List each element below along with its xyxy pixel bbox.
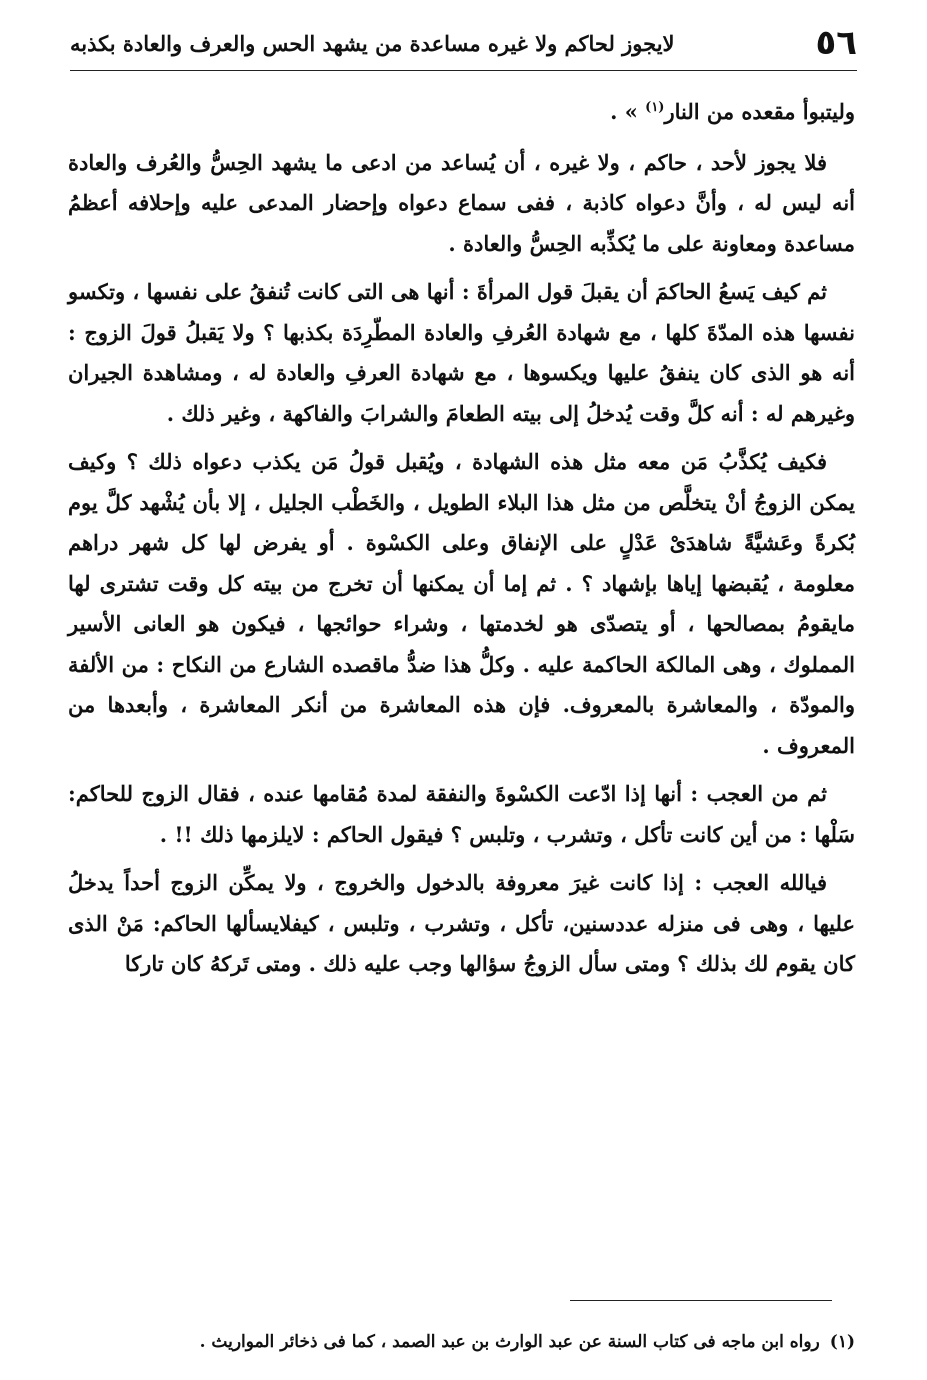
footnote-reference: (١) bbox=[645, 100, 665, 115]
main-text bbox=[68, 92, 855, 993]
paragraph-text: وليتبوأ مقعده من النار bbox=[664, 99, 855, 124]
footnote-divider bbox=[570, 1300, 832, 1301]
paragraph: فكيف يُكذَّبُ مَن معه مثل هذه الشهادة ، ويُقبل قولُ مَن يكذب دعواه ذلك ؟ وكيف يمكن الزوجُ أنْ يتخلَّص من مثل هذا البلاء الطويل ، والخَطْب الجليل ، إلا بأن يُشْهد كلَّ يوم بُكرةً وعَشيَّةً شاهدَىْ عَدْلٍ على الإنفاق وعلى الكسْوة . أو يفرض لها كل شهر دراهم معلومة ، يُقبضها إياها بإشهاد ؟ . ثم إما أن يمكنها أن تخرج من بيته كل وقت تشترى لها مايقومُ بمصالحها ، أو يتصدّى هو لخدمتها ، وشراء حوائجها ، فيكون هو العانى الأسير المملوك ، وهى المالكة الحاكمة عليه . وكلُّ هذا ضدُّ ماقصده الشارع من النكاح : من الألفة والمودّة ، والمعاشرة بالمعروف. فإن هذه المعاشرة من أنكر المعاشرة ، وأبعدها من المعروف . bbox=[68, 449, 855, 758]
paragraph bbox=[68, 92, 855, 133]
quote-close: » . bbox=[610, 99, 638, 124]
page-header bbox=[70, 20, 857, 66]
footnote-number: (١) bbox=[829, 1332, 855, 1352]
paragraph: ثم كيف يَسعُ الحاكمَ أن يقبلَ قول المرأةَ : أنها هى التى كانت تُنفقُ على نفسها ، وتكسو نفسها هذه المدّةَ كلها ، مع شهادة العُرفِ والعادة المطّرِدَة بكذبها ؟ ولا يَقبلُ قولَ الزوج : أنه هو الذى كان ينفقُ عليها ويكسوها ، مع شهادة العرفِ والعادة له ، ومشاهدة الجيران وغيرهم له : أنه كلَّ وقت يُدخلُ إلى بيته الطعامَ والشرابَ والفاكهة ، وغير ذلك . bbox=[68, 279, 855, 426]
page-number: ٥٦ bbox=[815, 23, 857, 63]
paragraph: فلا يجوز لأحد ، حاكم ، ولا غيره ، أن يُساعد من ادعى ما يشهد الحِسُّ والعُرف والعادة أنه ليس له ، وأنَّ دعواه كاذبة ، ففى سماع دعواه وإحضار المدعى عليه وإحلافه أعظمُ مساعدة ومعاونة على ما يُكذِّبه الحِسُّ والعادة . bbox=[68, 149, 855, 256]
running-title: لايجوز لحاكم ولا غيره مساعدة من يشهد الحس والعرف والعادة بكذبه bbox=[70, 30, 675, 56]
paragraph: ثم من العجب : أنها إذا ادّعت الكسْوةَ والنفقة لمدة مُقامها عنده ، فقال الزوج للحاكم: سَلْها : من أين كانت تأكل ، وتشرب ، وتلبس ؟ فيقول الحاكم : لايلزمها ذلك !! . bbox=[68, 781, 855, 847]
paragraph: فيالله العجب : إذا كانت غيرَ معروفة بالدخول والخروج ، ولا يمكِّن الزوج أحداً يدخلُ عليها ، وهى فى منزله عددسنين، تأكل ، وتشرب ، وتلبس ، كيفلايسألها الحاكم: مَنْ الذى كان يقوم لك بذلك ؟ ومتى سأل الزوجُ سؤالها وجب عليه ذلك . ومتى تَركهُ كان تاركا bbox=[68, 870, 855, 976]
header-divider bbox=[70, 70, 857, 71]
footnote bbox=[68, 1328, 855, 1356]
footnote-text: رواه ابن ماجه فى كتاب السنة عن عبد الوارث بن عبد الصمد ، كما فى ذخائر المواريث . bbox=[199, 1332, 820, 1352]
